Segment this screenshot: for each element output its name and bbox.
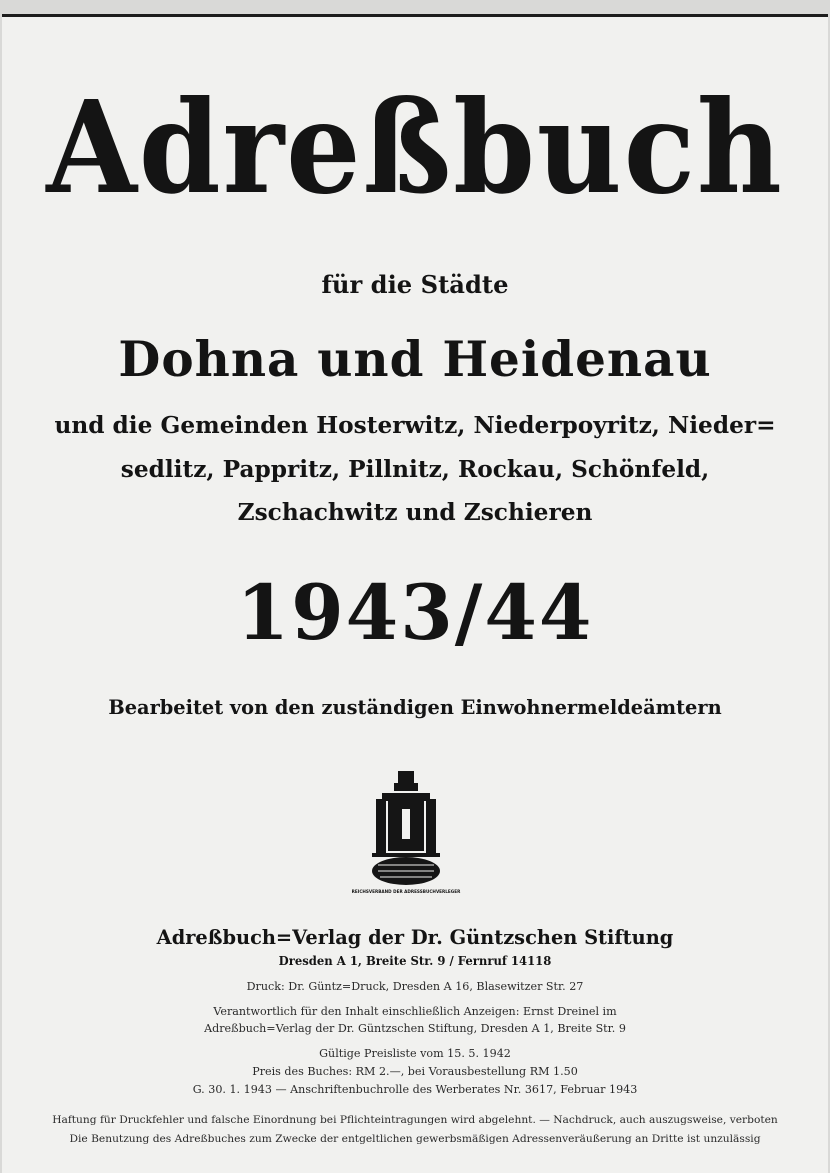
- publisher-address: Dresden A 1, Breite Str. 9 / Fernruf 14118: [278, 954, 552, 968]
- liability-notice: Haftung für Druckfehler und falsche Einordnung bei Pflichteintragungen wird abgelehnt. — Nachdruck, auch auszugsweise, verboten: [52, 1113, 778, 1126]
- registration-line: G. 30. 1. 1943 — Anschriftenbuchrolle des Werberates Nr. 3617, Februar 1943: [192, 1083, 638, 1096]
- publisher-name: Adreßbuch=Verlag der Dr. Güntzschen Stiftung: [156, 926, 674, 949]
- liability-notice: Die Benutzung des Adreßbuches zum Zwecke der entgeltlichen gewerbsmäßigen Adressenveräußerung an Dritte ist unzulässig: [69, 1132, 761, 1145]
- responsibility-line: Verantwortlich für den Inhalt einschließlich Anzeigen: Ernst Dreinel im: [213, 1005, 617, 1018]
- subtitle-for-cities: für die Städte: [321, 270, 509, 299]
- reichsverband-emblem-icon: [351, 769, 461, 909]
- edition-year: 1943/44: [236, 568, 594, 657]
- price-list-line: Gültige Preisliste vom 15. 5. 1942: [319, 1047, 511, 1060]
- cities-heading: Dohna und Heidenau: [118, 332, 712, 388]
- emblem-text: REICHSVERBAND DER ADRESSBUCHVERLEGER: [351, 889, 461, 894]
- title-page: [2, 14, 828, 1173]
- printer-line: Druck: Dr. Güntz=Druck, Dresden A 16, Blasewitzer Str. 27: [246, 980, 584, 993]
- communities-line: Zschachwitz und Zschieren: [237, 499, 593, 526]
- communities-line: sedlitz, Pappritz, Pillnitz, Rockau, Schönfeld,: [120, 456, 710, 483]
- book-title: Adreßbuch: [46, 74, 784, 223]
- book-price-line: Preis des Buches: RM 2.—, bei Vorausbestellung RM 1.50: [252, 1065, 578, 1078]
- communities-line: und die Gemeinden Hosterwitz, Niederpoyritz, Nieder=: [54, 412, 776, 439]
- responsibility-line: Adreßbuch=Verlag der Dr. Güntzschen Stiftung, Dresden A 1, Breite Str. 9: [204, 1022, 626, 1035]
- edited-by: Bearbeitet von den zuständigen Einwohnermeldeämtern: [108, 696, 722, 719]
